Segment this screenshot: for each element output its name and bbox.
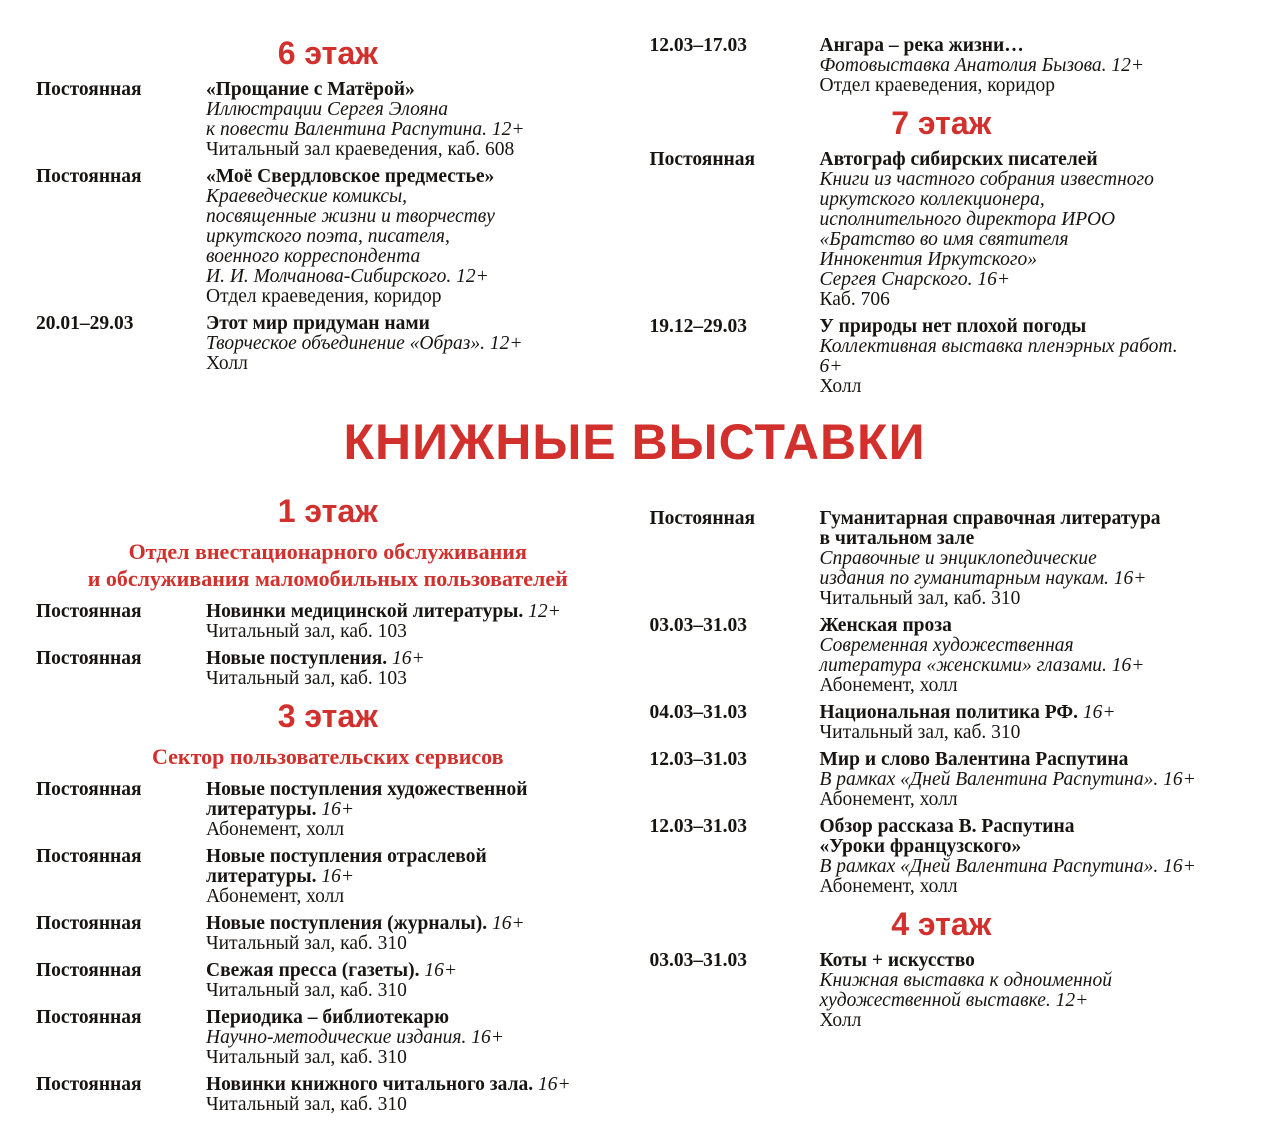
exhibition-entry <box>36 780 620 840</box>
entry-title-line: Новые поступления отраслевой <box>206 846 487 867</box>
entry-body <box>820 317 1234 397</box>
entry-location-line: Читальный зал, каб. 310 <box>206 1047 407 1068</box>
age-rating: 16+ <box>424 960 458 981</box>
section-subheading <box>36 538 620 592</box>
entry-location-line: Читальный зал, каб. 103 <box>206 668 407 689</box>
entry-label: Постоянная <box>36 960 142 981</box>
entry-location-line: Читальный зал, каб. 310 <box>206 1094 407 1115</box>
entry-label: Постоянная <box>649 149 756 170</box>
entry-body <box>820 817 1234 897</box>
entry-body <box>206 314 620 374</box>
entry-desc-line: И. И. Молчанова-Сибирского. 12+ <box>206 266 489 287</box>
entry-body <box>206 80 620 160</box>
entry-title-line: Коты + искусство <box>819 950 975 971</box>
age-rating: 16+ <box>392 648 425 669</box>
entry-label: 04.03–31.03 <box>649 702 747 723</box>
entry-label: Постоянная <box>36 779 142 800</box>
entry-location-line: Абонемент, холл <box>819 876 958 897</box>
entry-body <box>206 961 620 1001</box>
entry-desc-line: Научно-методические издания. 16+ <box>206 1027 504 1048</box>
entry-title-line: Автограф сибирских писателей <box>819 149 1098 170</box>
exhibition-entry <box>36 914 620 954</box>
entry-body <box>820 509 1234 609</box>
entry-body <box>206 847 620 907</box>
entry-label: Постоянная <box>36 1074 142 1095</box>
entry-title-line: «Уроки французского» <box>819 836 1022 857</box>
entry-desc-line: иркутского поэта, писателя, <box>206 226 450 247</box>
section-subheading-line: Сектор пользовательских сервисов <box>151 744 504 769</box>
entry-location-line: Читальный зал, каб. 310 <box>819 722 1021 743</box>
entry-label: 12.03–31.03 <box>649 816 747 837</box>
entry-desc-line: посвященные жизни и творчеству <box>206 206 495 227</box>
top-section <box>36 36 1233 404</box>
entry-body <box>820 36 1234 96</box>
exhibition-entry <box>650 36 1234 96</box>
age-rating: 16+ <box>321 799 355 820</box>
exhibition-entry <box>36 847 620 907</box>
exhibition-entry <box>36 961 620 1001</box>
entry-title-line: литературы. 16+ <box>206 866 355 887</box>
entry-label: 12.03–31.03 <box>649 749 747 770</box>
entry-location-line: Отдел краеведения, коридор <box>819 75 1056 96</box>
entry-location-line: Читальный зал, каб. 310 <box>819 588 1021 609</box>
entry-title-line: Гуманитарная справочная литература <box>819 508 1161 529</box>
entry-label: Постоянная <box>36 913 142 934</box>
entry-label: 20.01–29.03 <box>36 313 134 334</box>
entry-title-line: Новые поступления (журналы). 16+ <box>206 913 525 934</box>
bottom-section <box>36 494 1233 1122</box>
entry-label: Постоянная <box>36 846 142 867</box>
entry-title-line: «Прощание с Матёрой» <box>206 79 415 100</box>
floor-heading: 3 этаж <box>277 698 378 734</box>
section-subheading-line: и обслуживания маломобильных пользователей <box>87 566 568 591</box>
section-subheading-line: Отдел внестационарного обслуживания <box>128 539 527 564</box>
entry-desc-line: Коллективная выставка пленэрных работ. <box>819 336 1178 357</box>
entry-desc-line: Фотовыставка Анатолия Бызова. 12+ <box>819 55 1145 76</box>
entry-body <box>206 167 620 307</box>
exhibition-entry <box>650 951 1234 1031</box>
age-rating: 16+ <box>321 866 355 887</box>
entry-location-line: Абонемент, холл <box>819 789 958 810</box>
entry-desc-line: Справочные и энциклопедические <box>819 548 1097 569</box>
entry-desc-line: военного корреспондента <box>206 246 421 267</box>
entry-desc-line: Иннокентия Иркутского» <box>819 249 1037 270</box>
age-rating: 12+ <box>528 601 561 622</box>
entry-desc-line: Книги из частного собрания известного <box>819 169 1154 190</box>
exhibition-entry <box>650 703 1234 743</box>
entry-title-line: У природы нет плохой погоды <box>819 316 1087 337</box>
exhibition-entry <box>36 1008 620 1068</box>
entry-label: 19.12–29.03 <box>649 316 747 337</box>
entry-desc-line: Книжная выставка к одноименной <box>819 970 1112 991</box>
entry-desc-line: Иллюстрации Сергея Элояна <box>206 99 449 120</box>
entry-label: 03.03–31.03 <box>649 615 747 636</box>
entry-desc-line: исполнительного директора ИРОО <box>819 209 1116 230</box>
floor-heading: 7 этаж <box>891 105 992 141</box>
exhibition-entry <box>36 602 620 642</box>
entry-label: 03.03–31.03 <box>649 950 747 971</box>
entry-label: Постоянная <box>36 648 142 669</box>
entry-title-line: Женская проза <box>819 615 952 636</box>
entry-title-line: Этот мир придуман нами <box>206 313 430 334</box>
entry-body <box>820 703 1234 743</box>
entry-body <box>206 1008 620 1068</box>
column-bottom-left <box>36 494 620 1122</box>
entry-title-line: в читальном зале <box>819 528 975 549</box>
entry-location-line: Абонемент, холл <box>819 675 958 696</box>
exhibition-entry <box>36 649 620 689</box>
entry-desc-line: 6+ <box>819 356 843 377</box>
entry-location-line: Читальный зал, каб. 103 <box>206 621 407 642</box>
entry-body <box>206 914 620 954</box>
entry-desc-line: «Братство во имя святителя <box>819 229 1069 250</box>
entry-location-line: Холл <box>819 1010 862 1031</box>
entry-desc-line: В рамках «Дней Валентина Распутина». 16+ <box>819 856 1196 877</box>
entry-desc-line: Творческое объединение «Образ». 12+ <box>206 333 523 354</box>
age-rating: 16+ <box>1082 702 1116 723</box>
entry-body <box>820 150 1234 310</box>
entry-title-line: Новые поступления. 16+ <box>206 648 425 669</box>
age-rating: 16+ <box>491 913 525 934</box>
entry-location-line: Читальный зал, каб. 310 <box>206 933 407 954</box>
entry-title-line: Ангара – река жизни… <box>819 35 1024 56</box>
entry-location-line: Читальный зал, каб. 310 <box>206 980 407 1001</box>
entry-desc-line: В рамках «Дней Валентина Распутина». 16+ <box>819 769 1196 790</box>
entry-desc-line: литература «женскими» глазами. 16+ <box>819 655 1145 676</box>
entry-title-line: Мир и слово Валентина Распутина <box>819 749 1129 770</box>
exhibition-entry <box>650 616 1234 696</box>
entry-label: Постоянная <box>36 601 142 622</box>
column-top-left <box>36 36 620 381</box>
floor-heading: 4 этаж <box>891 906 992 942</box>
exhibition-entry <box>36 167 620 307</box>
section-subheading <box>36 743 620 770</box>
entry-desc-line: Краеведческие комиксы, <box>206 186 408 207</box>
exhibition-entry <box>36 1075 620 1115</box>
exhibition-entry <box>650 317 1234 397</box>
entry-title-line: Новинки книжного читального зала. 16+ <box>206 1074 571 1095</box>
entry-label: Постоянная <box>649 508 756 529</box>
entry-body <box>206 649 620 689</box>
entry-label: Постоянная <box>36 79 142 100</box>
entry-location-line: Каб. 706 <box>819 289 890 310</box>
entry-desc-line: к повести Валентина Распутина. 12+ <box>206 119 525 140</box>
entry-label: Постоянная <box>36 1007 142 1028</box>
entry-body <box>206 602 620 642</box>
exhibition-entry <box>36 80 620 160</box>
column-top-right <box>650 36 1234 404</box>
entry-body <box>206 780 620 840</box>
age-rating: 16+ <box>538 1074 571 1095</box>
exhibition-entry <box>650 150 1234 310</box>
entry-location-line: Холл <box>206 353 248 374</box>
entry-label: Постоянная <box>36 166 142 187</box>
entry-location-line: Холл <box>819 376 862 397</box>
entry-title-line: «Моё Свердловское предместье» <box>206 166 495 187</box>
entry-title-line: Новинки медицинской литературы. 12+ <box>206 601 561 622</box>
page-title: КНИЖНЫЕ ВЫСТАВКИ <box>343 414 926 470</box>
entry-desc-line: Сергея Снарского. 16+ <box>819 269 1010 290</box>
entry-body <box>820 750 1234 810</box>
entry-desc-line: издания по гуманитарным наукам. 16+ <box>819 568 1147 589</box>
entry-desc-line: художественной выставке. 12+ <box>819 990 1089 1011</box>
entry-label: 12.03–17.03 <box>649 35 747 56</box>
entry-title-line: Периодика – библиотекарю <box>206 1007 449 1028</box>
entry-desc-line: иркутского коллекционера, <box>819 189 1045 210</box>
exhibition-entry <box>650 750 1234 810</box>
entry-title-line: литературы. 16+ <box>206 799 355 820</box>
entry-location-line: Читальный зал краеведения, каб. 608 <box>206 139 515 160</box>
entry-title-line: Новые поступления художественной <box>206 779 528 800</box>
exhibition-entry <box>650 817 1234 897</box>
entry-location-line: Абонемент, холл <box>206 886 345 907</box>
floor-heading: 1 этаж <box>277 493 378 529</box>
column-bottom-right <box>650 494 1234 1038</box>
entry-body <box>820 616 1234 696</box>
entry-title-line: Обзор рассказа В. Распутина <box>819 816 1075 837</box>
entry-title-line: Национальная политика РФ. 16+ <box>819 702 1116 723</box>
entry-desc-line: Современная художественная <box>819 635 1074 656</box>
floor-heading: 6 этаж <box>277 35 378 71</box>
entry-location-line: Отдел краеведения, коридор <box>206 286 442 307</box>
exhibition-entry <box>650 509 1234 609</box>
entry-body <box>206 1075 620 1115</box>
exhibition-entry <box>36 314 620 374</box>
entry-title-line: Свежая пресса (газеты). 16+ <box>206 960 458 981</box>
entry-location-line: Абонемент, холл <box>206 819 345 840</box>
entry-body <box>820 951 1234 1031</box>
